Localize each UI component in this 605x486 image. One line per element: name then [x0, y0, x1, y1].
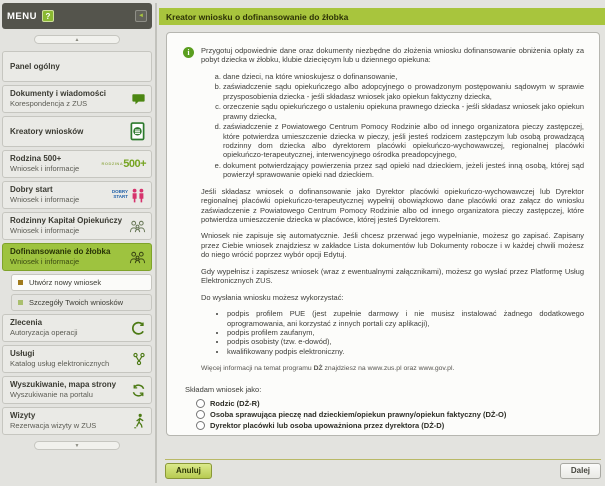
branch-sitemap-icon: [132, 352, 146, 366]
menu-item-title: Usługi: [10, 349, 35, 359]
sidebar-scroll-up[interactable]: ▲: [34, 35, 120, 44]
bullet-square-icon: [18, 280, 23, 285]
menu-item-title: Rodzinny Kapitał Opiekuńczy: [10, 216, 123, 226]
menu-item-title: Panel ogólny: [10, 61, 60, 71]
sidebar-subitem-utworz-wniosek[interactable]: [11, 274, 152, 291]
sidebar-item-dokumenty[interactable]: [2, 85, 152, 113]
list-item: • podpis osobisty (tzw. e-dowód),: [227, 337, 584, 346]
list-item: d. zaświadczenie z Powiatowego Centrum Pomocy Rodzinie albo od innego organizatora pieczy zastępczej, które potwierdza umieszczenie dziecka w pieczy, jeśli jesteś rodzicem zastępczym lub osobą prowadzącą rodzinny dom dziecka albo dyrektorem placówki opiekuńczo-wychowawczej, regionalnej placówki opiekuńczo-terapeutycznej, interwencyjnego ośrodka preadopcyjnego,: [223, 122, 584, 160]
subitem-label: Utwórz nowy wniosek: [29, 278, 102, 287]
menu-item-title: Rodzina 500+: [10, 154, 62, 164]
sidebar-item-wizyty[interactable]: [2, 407, 152, 435]
menu-item-title: Dofinansowanie do żłobka: [10, 247, 111, 257]
family-group-icon: [129, 250, 146, 265]
menu-item-title: Kreatory wniosków: [10, 126, 84, 136]
menu-item-subtitle: Korespondencja z ZUS: [10, 99, 88, 109]
sidebar-item-wyszukiwanie[interactable]: [2, 376, 152, 404]
list-item: • kwalifikowany podpis elektroniczny.: [227, 347, 584, 356]
menu-item-subtitle: Katalog usług elektronicznych: [10, 359, 110, 369]
sidebar-scroll-down[interactable]: ▼: [34, 441, 120, 450]
sidebar-header: [2, 3, 152, 29]
info-para-director: Jeśli składasz wniosek o dofinansowanie jako Dyrektor placówki opiekuńczo-wychowawczej lub Dyrektor regionalnej placówki opiekuńczo-terapeutycznej wypełnij obowiązkowo dane placówki oraz załącz do wniosku zaświadczenie z Powiatowego Centrum Pomocy Rodzinie albo od innego organizatora pieczy zastępczej, które potwierdza umieszczenie dziecka w placówce, której jesteś Dyrektorem.: [201, 186, 584, 224]
menu-item-subtitle: Rezerwacja wizyty w ZUS: [10, 421, 97, 431]
info-intro: Przygotuj odpowiednie dane oraz dokumenty niezbędne do złożenia wniosku dofinansowanie obniżenia opłaty za pobyt dziecka w żłobku, klubie dziecięcym lub u dziennego opiekuna:: [201, 46, 584, 65]
sidebar-item-kreatory[interactable]: [2, 116, 152, 147]
menu-item-subtitle: Wniosek i informacje: [10, 226, 80, 236]
info-text-block: [201, 46, 584, 374]
menu-item-title: Dokumenty i wiadomości: [10, 89, 107, 99]
menu-item-title: Zlecenia: [10, 318, 43, 328]
radio-rodzic-label[interactable]: Rodzic (DŻ-R): [210, 398, 260, 408]
info-para-save: Wniosek nie zapisuje się automatycznie. Jeśli chcesz przerwać jego wypełnianie, możesz go zapisać. Zapisany przez Ciebie wniosek znajdziesz w zakładce Lista dokumentów lub Dokumenty robocze i w każdej chwili możesz do niego wrócić poprzez wybór opcji Edytuj.: [201, 231, 584, 260]
menu-item-title: Wizyty: [10, 411, 36, 421]
radio-rodzic[interactable]: [196, 399, 205, 408]
applicant-role-section: [185, 385, 584, 430]
signature-options-list: [201, 309, 584, 356]
footer-button-bar: [165, 463, 601, 479]
menu-item-subtitle: Wniosek i informacje: [10, 195, 80, 205]
main-content: [159, 0, 605, 486]
info-icon: i: [183, 47, 194, 58]
radio-opiekun[interactable]: [196, 410, 205, 419]
sidebar-item-panel-ogolny[interactable]: [2, 51, 152, 82]
sidebar: [2, 3, 157, 483]
menu-item-subtitle: Wniosek i informacje: [10, 257, 80, 267]
next-button[interactable]: Dalej: [560, 463, 601, 479]
sidebar-item-dofinansowanie-zlobek[interactable]: [2, 243, 152, 271]
speech-bubble-icon: [131, 92, 146, 106]
info-para-send: Gdy wypełnisz i zapiszesz wniosek (wraz z ewentualnymi załącznikami), możesz go wysłać przez Platformę Usług Elektronicznych ZUS.: [201, 266, 584, 286]
footer-divider: [165, 459, 601, 460]
list-item: • podpis profilem zaufanym,: [227, 328, 584, 337]
menu-item-title: Wyszukiwanie, mapa strony: [10, 380, 117, 390]
info-para-use: Do wysłania wniosku możesz wykorzystać:: [201, 292, 344, 302]
document-creator-icon: [129, 122, 146, 141]
bullet-square-icon: [18, 300, 23, 305]
radio-dyrektor[interactable]: [196, 421, 205, 430]
sidebar-item-rodzinny-kapital[interactable]: [2, 212, 152, 240]
list-item: b. zaświadczenie sądu opiekuńczego albo adopcyjnego o prowadzonym postępowaniu sądowym w sprawie przysposobienia dziecka - jeśli składasz wniosek jako opiekun faktyczny dziecka,: [223, 82, 584, 101]
collapse-sidebar-icon[interactable]: ◄: [135, 10, 147, 22]
menu-item-subtitle: Wniosek i informacje: [10, 164, 80, 174]
role-legend: Składam wniosek jako:: [185, 384, 262, 394]
wizard-panel: [166, 32, 600, 436]
family-group-icon: [129, 219, 146, 234]
list-item: • podpis profilem PUE (jest zupełnie darmowy i nie musisz instalować żadnego dodatkowego oprogramowania, ani korzystać z innych portali czy aplikacji),: [227, 309, 584, 328]
sidebar-subitem-szczegoly-wnioskow[interactable]: [11, 294, 152, 311]
circular-arrows-icon: [131, 383, 146, 398]
info-footnote: Więcej informacji na temat programu DŻ znajdziesz na www.zus.pl oraz www.gov.pl.: [201, 365, 455, 373]
help-icon[interactable]: ?: [42, 10, 54, 22]
menu-item-title: Dobry start: [10, 185, 53, 195]
sidebar-item-rodzina-500[interactable]: [2, 150, 152, 178]
list-item: a. dane dzieci, na które wnioskujesz o dofinansowanie,: [223, 72, 584, 81]
subitem-label: Szczegóły Twoich wniosków: [29, 298, 124, 307]
rodzina-500-logo-icon: RODZINA 500+: [101, 157, 146, 170]
list-item: e. dokument potwierdzający powierzenia przez sąd opieki nad dzieckiem, jeżeli jesteś inną osobą, której sąd powierzył sprawowanie opieki nad dzieckiem.: [223, 161, 584, 180]
menu-title: MENU: [7, 10, 37, 22]
page-title: Kreator wniosku o dofinansowanie do żłobka: [159, 8, 605, 25]
radio-dyrektor-label[interactable]: Dyrektor placówki lub osoba upoważniona przez dyrektora (DŻ-D): [210, 420, 445, 430]
sidebar-item-zlecenia[interactable]: [2, 314, 152, 342]
walking-person-icon: [132, 413, 146, 429]
menu-item-subtitle: Autoryzacja operacji: [10, 328, 78, 338]
menu-item-subtitle: Wyszukiwanie na portalu: [10, 390, 93, 400]
cancel-button[interactable]: Anuluj: [165, 463, 212, 479]
sidebar-item-uslugi[interactable]: [2, 345, 152, 373]
dobry-start-logo-icon: DOBRY START: [112, 188, 146, 203]
radio-opiekun-label[interactable]: Osoba sprawująca pieczę nad dzieckiem/opiekun prawny/opiekun faktyczny (DŻ-O): [210, 409, 507, 419]
refresh-arrow-icon: [131, 321, 146, 336]
required-documents-list: [201, 72, 584, 180]
sidebar-item-dobry-start[interactable]: [2, 181, 152, 209]
list-item: c. orzeczenie sądu opiekuńczego o ustaleniu opiekuna prawnego dziecka - jeśli składasz wniosek jako opiekun prawny dziecka,: [223, 102, 584, 121]
